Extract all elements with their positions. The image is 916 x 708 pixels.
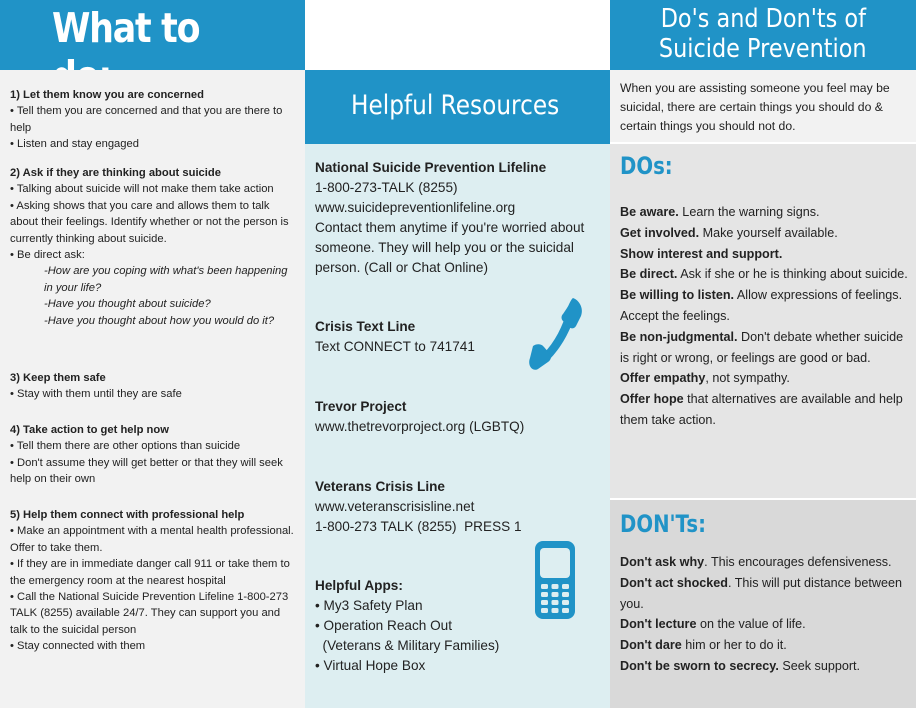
resources-panel <box>305 144 610 708</box>
donts-panel <box>610 498 916 708</box>
resource-name: Helpful Apps: <box>315 578 403 593</box>
resource-name: Crisis Text Line <box>315 319 416 334</box>
do-item: Offer empathy, not sympathy. <box>620 371 790 386</box>
phone-handset-icon <box>529 296 585 372</box>
cell-phone-icon <box>534 540 576 620</box>
app-item: • My3 Safety Plan <box>315 598 423 613</box>
dos-donts-column <box>610 0 916 708</box>
step-heading: 3) Keep them safe <box>10 372 106 384</box>
step-bullet: • Stay connected with them <box>10 640 146 653</box>
step-heading: 1) Let them know you are concerned <box>10 89 204 101</box>
step-bullet: • Tell them you are concerned and that you are there to help <box>10 105 283 134</box>
resource-phone: 1-800-273-TALK (8255) <box>315 180 458 195</box>
trevor-resource <box>315 397 605 437</box>
resource-name: National Suicide Prevention Lifeline <box>315 160 547 175</box>
step-2 <box>10 165 296 329</box>
intro-text: When you are assisting someone you feel may be suicidal, there are certain things you should do & certain things you should not do. <box>620 81 890 133</box>
do-item: Be direct. Ask if she or he is thinking about suicide. <box>620 267 908 282</box>
dos-heading: DOs: <box>620 152 673 180</box>
blank-header <box>305 0 610 70</box>
step-bullet: • Make an appointment with a mental health professional. Offer to take them. <box>10 525 294 554</box>
donts-heading: DON'Ts: <box>620 510 706 538</box>
step-4 <box>10 422 296 488</box>
resource-detail[interactable]: www.thetrevorproject.org (LGBTQ) <box>315 419 525 434</box>
resource-phone: 1-800-273 TALK (8255) PRESS 1 <box>315 519 522 534</box>
step-heading: 4) Take action to get help now <box>10 424 169 436</box>
resource-description: Contact them anytime if you're worried about someone. They will help you or the suicidal person. (Call or Chat Online) <box>315 220 585 275</box>
resource-detail: Text CONNECT to 741741 <box>315 339 475 354</box>
app-item: • Virtual Hope Box <box>315 658 426 673</box>
step-bullet: • If they are in immediate danger call 911 or take them to the emergency room at the nearest hospital <box>10 558 290 587</box>
dont-item: Don't lecture on the value of life. <box>620 617 806 632</box>
what-to-do-column <box>0 0 305 708</box>
app-item: (Veterans & Military Families) <box>315 638 500 653</box>
step-bullet: • Call the National Suicide Prevention Lifeline 1-800-273 TALK (8255) available 24/7. They can support you and talk to the suicidal person <box>10 591 289 636</box>
dont-item: Don't act shocked. This will put distance between you. <box>620 575 903 611</box>
step-bullet: • Tell them there are other options than suicide <box>10 440 241 453</box>
step-heading: 5) Help them connect with professional help <box>10 509 245 521</box>
step-bullet: • Don't assume they will get better or that they will seek help on their own <box>10 456 283 486</box>
donts-list <box>620 552 910 677</box>
app-item: • Operation Reach Out <box>315 618 452 633</box>
step-bullet: • Stay with them until they are safe <box>10 388 182 401</box>
step-3 <box>10 370 296 403</box>
do-item: Show interest and support. <box>620 246 783 261</box>
step-bullet: • Be direct ask: <box>10 249 85 262</box>
dos-donts-title-line2: Suicide Prevention <box>659 34 867 64</box>
dont-item: Don't be sworn to secrecy. Seek support. <box>620 658 861 673</box>
step-heading: 2) Ask if they are thinking about suicide <box>10 167 221 179</box>
step-bullet: • Listen and stay engaged <box>10 138 139 151</box>
dos-panel <box>610 142 916 498</box>
do-item: Offer hope that alternatives are available and help them take action. <box>620 392 903 427</box>
resources-banner <box>305 70 610 144</box>
what-to-do-title: What to <box>52 4 200 52</box>
helpful-resources-column <box>305 0 610 708</box>
what-to-do-banner <box>0 0 305 70</box>
dos-donts-title-line1: Do's and Don'ts of <box>660 4 866 34</box>
lifeline-resource <box>315 158 605 278</box>
step-bullet: • Asking shows that you care and allows them to talk about their feelings. Identify whether or not the person is currently thinking about suicide. <box>10 199 289 245</box>
dos-list <box>620 202 910 431</box>
resource-name: Trevor Project <box>315 399 407 414</box>
example-question: -Have you thought about how you would do it? <box>44 314 275 327</box>
resource-name: Veterans Crisis Line <box>315 479 445 494</box>
do-item: Be willing to listen. Allow expressions of feelings. Accept the feelings. <box>620 288 903 323</box>
resources-title: Helpful Resources <box>351 90 560 121</box>
intro-panel <box>610 70 916 142</box>
dos-donts-banner <box>610 0 916 70</box>
example-question: -How are you coping with what's been happening in your life? <box>44 265 288 294</box>
dont-item: Don't ask why. This encourages defensiveness. <box>620 555 892 569</box>
dont-item: Don't dare him or her to do it. <box>620 638 787 653</box>
do-item: Get involved. Make yourself available. <box>620 225 838 240</box>
resource-url[interactable]: www.suicidepreventionlifeline.org <box>315 200 516 215</box>
step-5 <box>10 507 296 655</box>
veterans-resource <box>315 477 605 537</box>
do-item: Be non-judgmental. Don't debate whether suicide is right or wrong, or feelings are good or bad. <box>620 329 904 365</box>
step-bullet: • Talking about suicide will not make them take action <box>10 183 274 196</box>
example-question: -Have you thought about suicide? <box>44 298 211 311</box>
what-to-do-panel <box>0 70 305 708</box>
do-item: Be aware. Learn the warning signs. <box>620 205 820 219</box>
step-1 <box>10 87 296 153</box>
resource-url[interactable]: www.veteranscrisisline.net <box>315 499 475 514</box>
